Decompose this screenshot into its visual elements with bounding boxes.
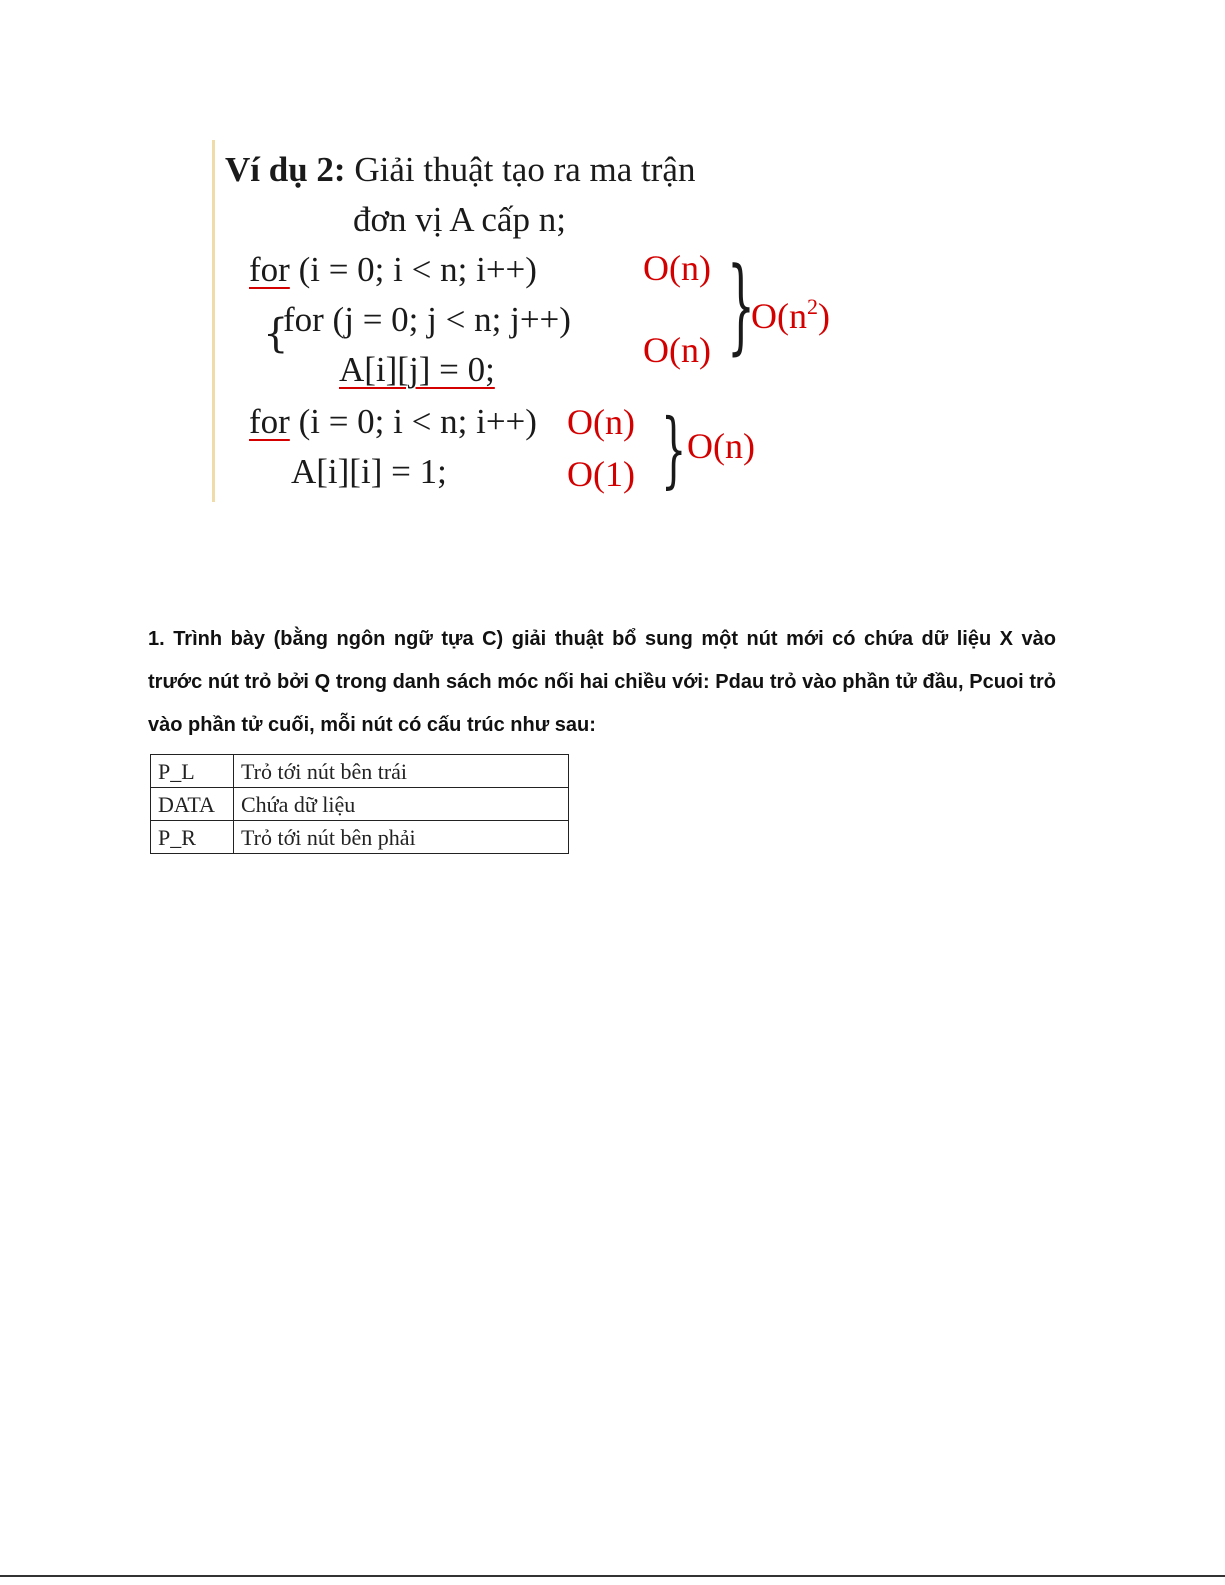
- inner-loop-complexity: O(n): [643, 330, 711, 370]
- second-body-complexity: O(1): [567, 454, 635, 494]
- example-title: [225, 152, 695, 187]
- second-for-header: (i = 0; i < n; i++): [289, 402, 537, 441]
- second-for-line: [249, 404, 537, 439]
- field-name: DATA: [151, 788, 234, 821]
- left-brace-icon: {: [263, 311, 289, 357]
- outer-for-line: [249, 252, 537, 287]
- page-bottom-divider: [0, 1575, 1225, 1577]
- example-title-text: Giải thuật tạo ra ma trận: [345, 150, 696, 189]
- table-row: [151, 755, 569, 788]
- node-structure-table: [150, 754, 569, 854]
- field-description: Trỏ tới nút bên trái: [234, 755, 569, 788]
- second-loop-complexity: O(n): [567, 402, 635, 442]
- right-brace-icon: }: [661, 403, 687, 499]
- field-name: P_L: [151, 755, 234, 788]
- example-label: Ví dụ 2:: [225, 150, 346, 189]
- outer-for-keyword: for: [249, 250, 290, 289]
- assign-zero-line: A[i][j] = 0;: [339, 350, 495, 389]
- field-description: Chứa dữ liệu: [234, 788, 569, 821]
- nested-total-close: ): [818, 296, 830, 336]
- second-for-keyword: for: [249, 402, 290, 441]
- inner-for-line: for (j = 0; j < n; j++): [283, 300, 571, 339]
- nested-total-base: O(n: [751, 296, 807, 336]
- outer-for-header: (i = 0; i < n; i++): [289, 250, 537, 289]
- field-name: P_R: [151, 821, 234, 854]
- example-title-line2: đơn vị A cấp n;: [353, 200, 566, 239]
- table-row: [151, 821, 569, 854]
- example-figure: [212, 140, 855, 502]
- second-total-complexity: O(n): [687, 426, 755, 466]
- right-brace-icon: }: [727, 246, 755, 367]
- field-description: Trỏ tới nút bên phải: [234, 821, 569, 854]
- nested-total-exponent: 2: [807, 294, 818, 319]
- table-row: [151, 788, 569, 821]
- nested-total-complexity: [751, 296, 830, 334]
- question-text: 1. Trình bày (bằng ngôn ngữ tựa C) giải thuật bổ sung một nút mới có chứa dữ liệu X vào trước nút trỏ bởi Q trong danh sách móc nối hai chiều với: Pdau trỏ vào phần tử đầu, Pcuoi trỏ vào phần tử cuối, mỗi nút có cấu trúc như sau:: [148, 628, 1056, 736]
- outer-loop-complexity: O(n): [643, 248, 711, 288]
- assign-one-line: A[i][i] = 1;: [291, 452, 447, 491]
